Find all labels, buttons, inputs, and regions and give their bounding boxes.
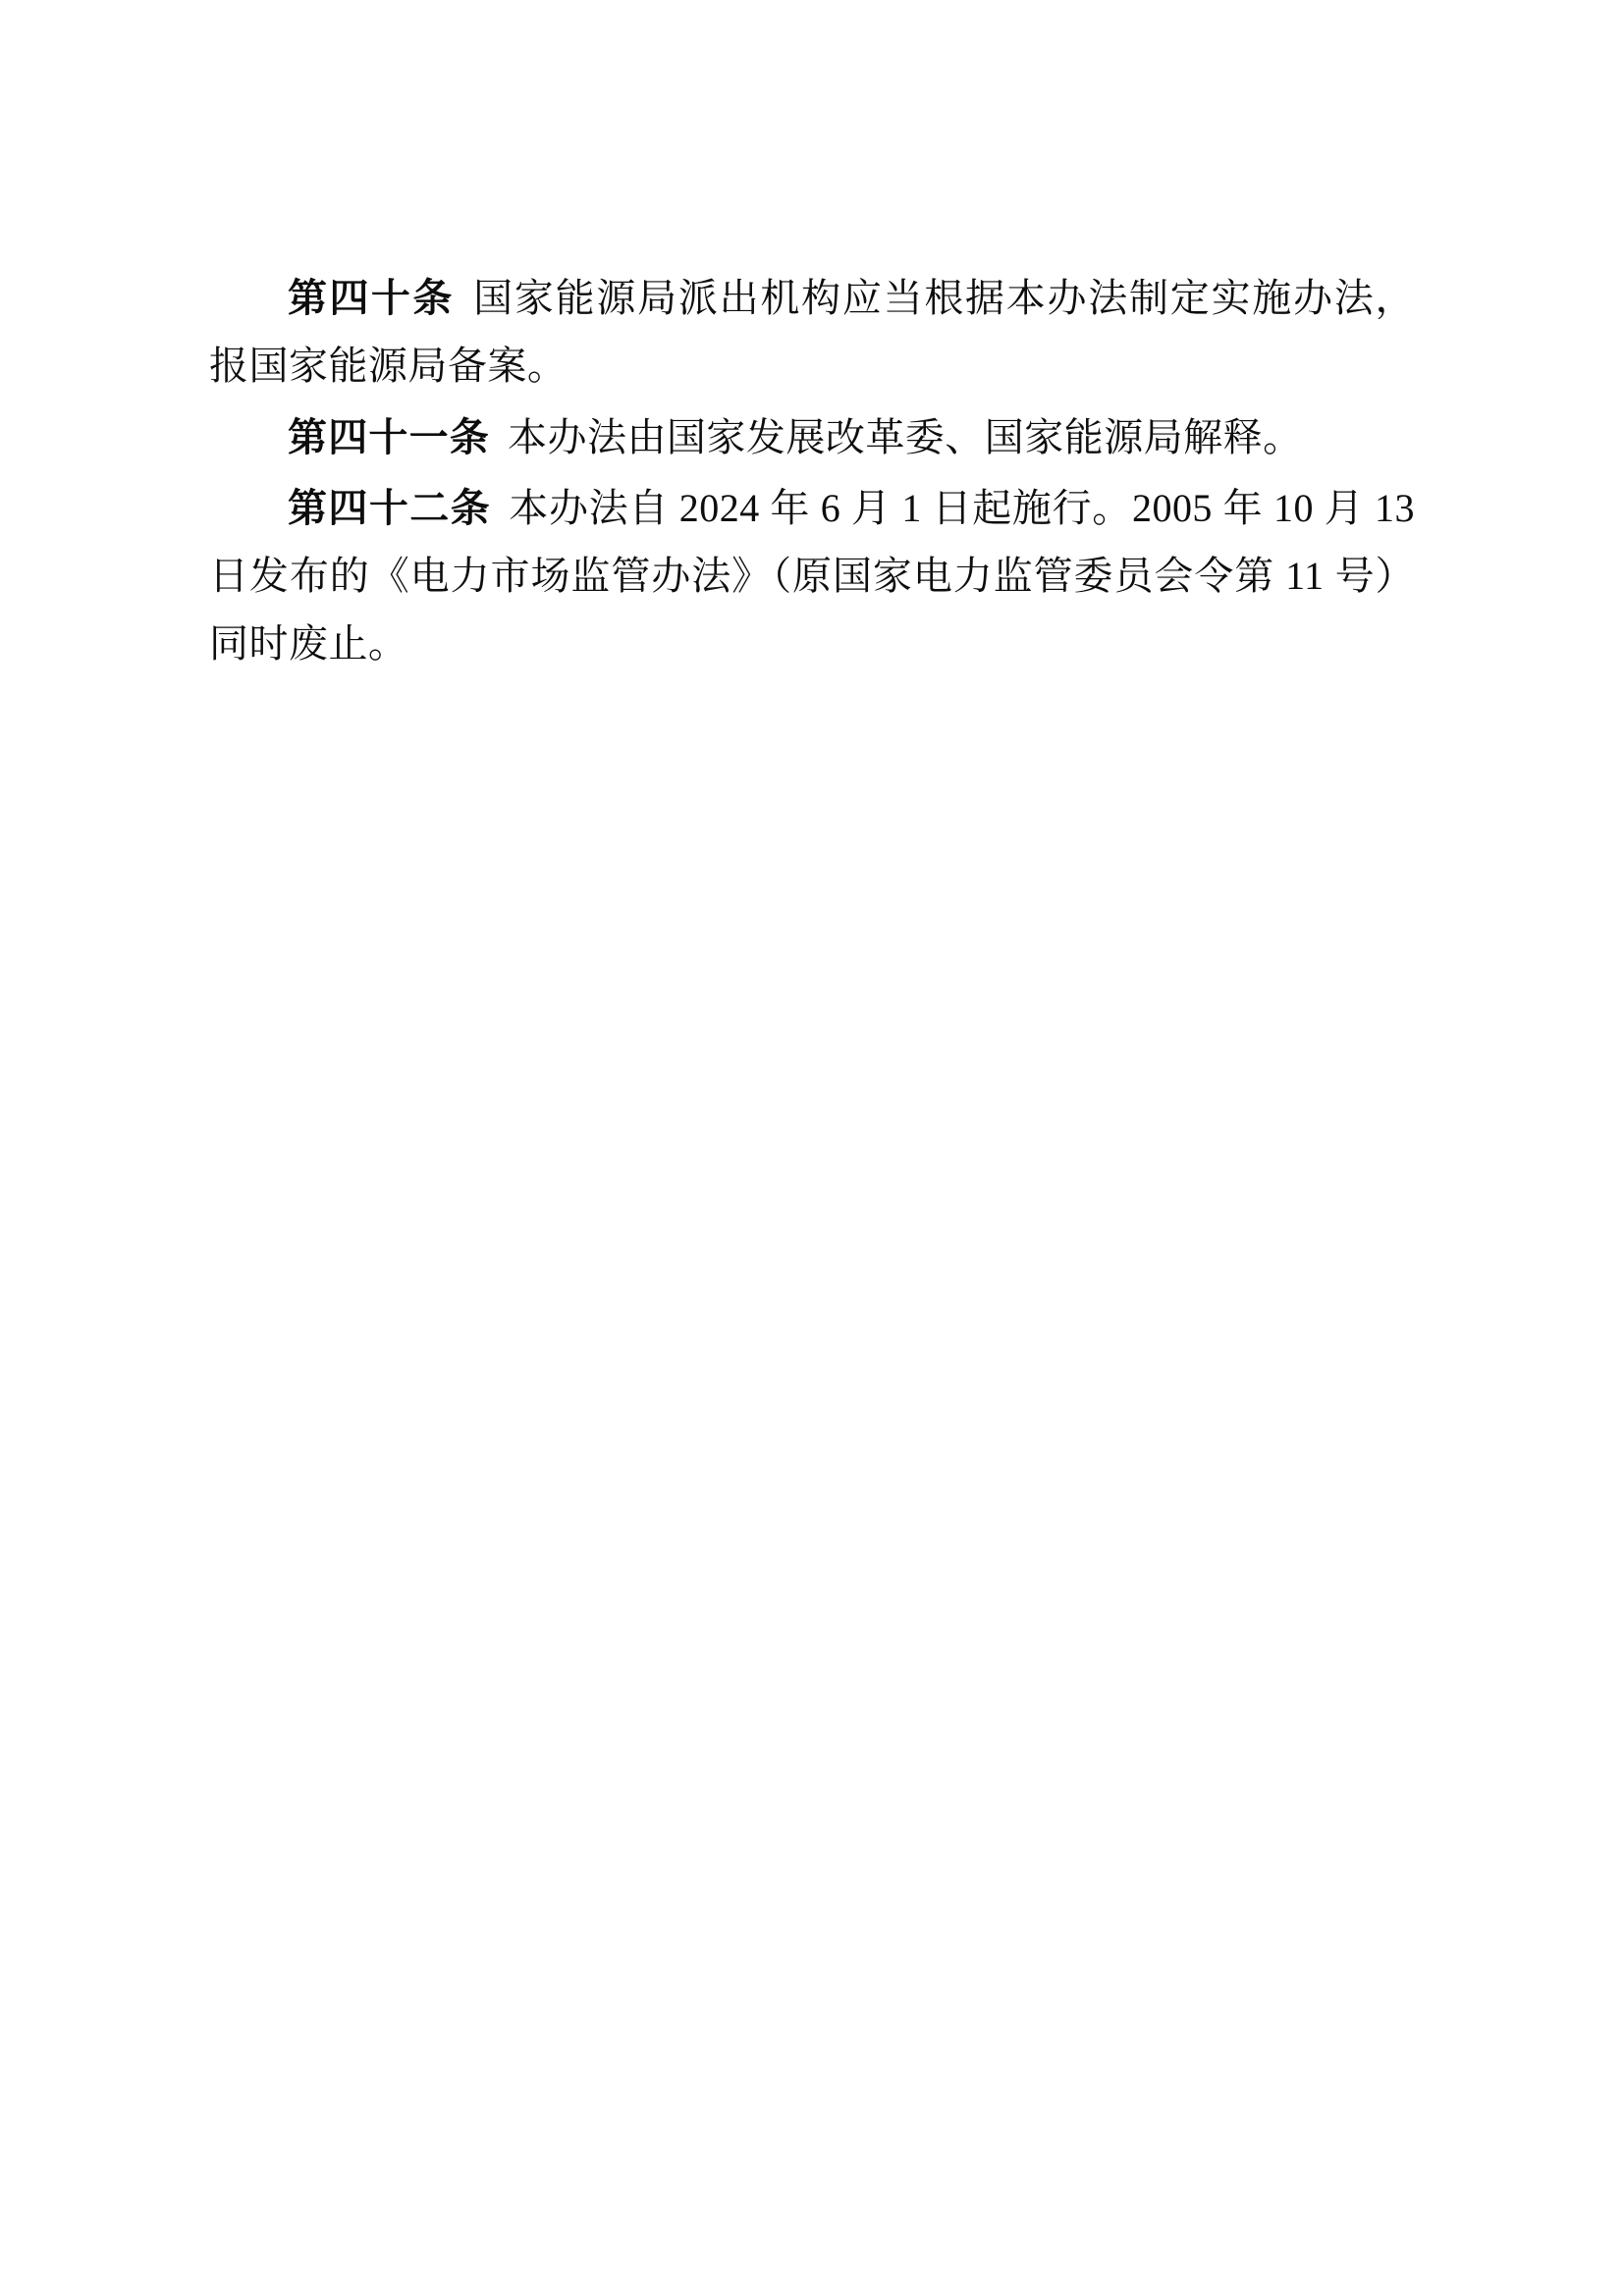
article-41 [209, 404, 1415, 472]
article-41-text: 本办法由国家发展改革委、国家能源局解释。 [508, 414, 1303, 459]
article-40 [209, 265, 1415, 400]
article-42-text: 本办法自 2024 年 6 月 1 日起施行。2005 年 10 月 13 日发布的《电力市场监管办法》（原国家电力监管委员会令第 11 号）同时废止。 [209, 486, 1415, 666]
article-42 [209, 475, 1415, 677]
article-42-label: 第四十二条 [288, 486, 492, 531]
document-body [209, 265, 1415, 682]
article-40-text: 国家能源局派出机构应当根据本办法制定实施办法，报国家能源局备案。 [209, 276, 1415, 388]
article-40-label: 第四十条 [288, 276, 455, 320]
article-41-label: 第四十一条 [288, 414, 490, 459]
